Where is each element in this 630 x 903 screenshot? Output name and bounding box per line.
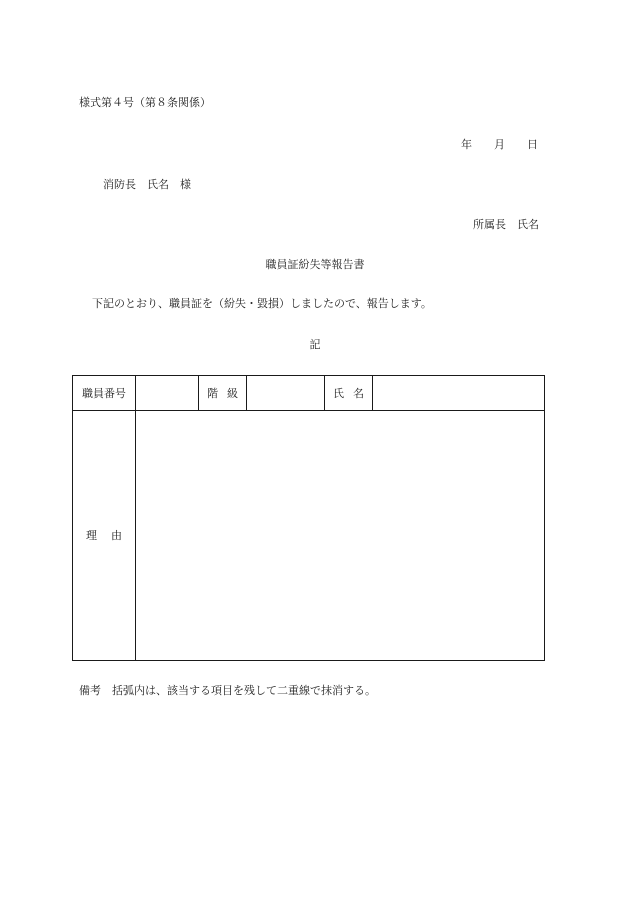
staff-number-field[interactable] — [136, 376, 199, 410]
table-row-reason — [73, 410, 544, 660]
body-text: 下記のとおり、職員証を（紛失・毀損）しましたので、報告します。 — [92, 297, 432, 310]
reason-label-cell — [73, 410, 136, 660]
rank-field[interactable] — [247, 376, 325, 410]
ki-heading: 記 — [309, 338, 321, 351]
reason-label: 理由 — [86, 529, 136, 542]
date-year-label: 年 — [461, 138, 472, 151]
document-title: 職員証紛失等報告書 — [265, 258, 365, 271]
table-row-header — [73, 376, 544, 411]
rank-label: 階級 — [207, 387, 247, 400]
date-day-label: 日 — [527, 138, 538, 151]
name-label: 氏名 — [333, 387, 373, 400]
date-line — [461, 139, 538, 150]
addressee: 消防長 氏名 様 — [103, 178, 191, 191]
remarks: 備考 括弧内は、該当する項目を残して二重線で抹消する。 — [79, 684, 376, 697]
staff-number-label-cell — [73, 376, 136, 410]
report-table — [72, 375, 545, 661]
name-field[interactable] — [373, 376, 544, 410]
name-label-cell — [325, 376, 373, 410]
date-month-label: 月 — [494, 138, 505, 151]
sender: 所属長 氏名 — [473, 218, 539, 231]
form-number: 様式第４号（第８条関係） — [79, 96, 211, 109]
rank-label-cell — [199, 376, 247, 410]
reason-field[interactable] — [136, 410, 544, 660]
staff-number-label: 職員番号 — [82, 387, 126, 400]
